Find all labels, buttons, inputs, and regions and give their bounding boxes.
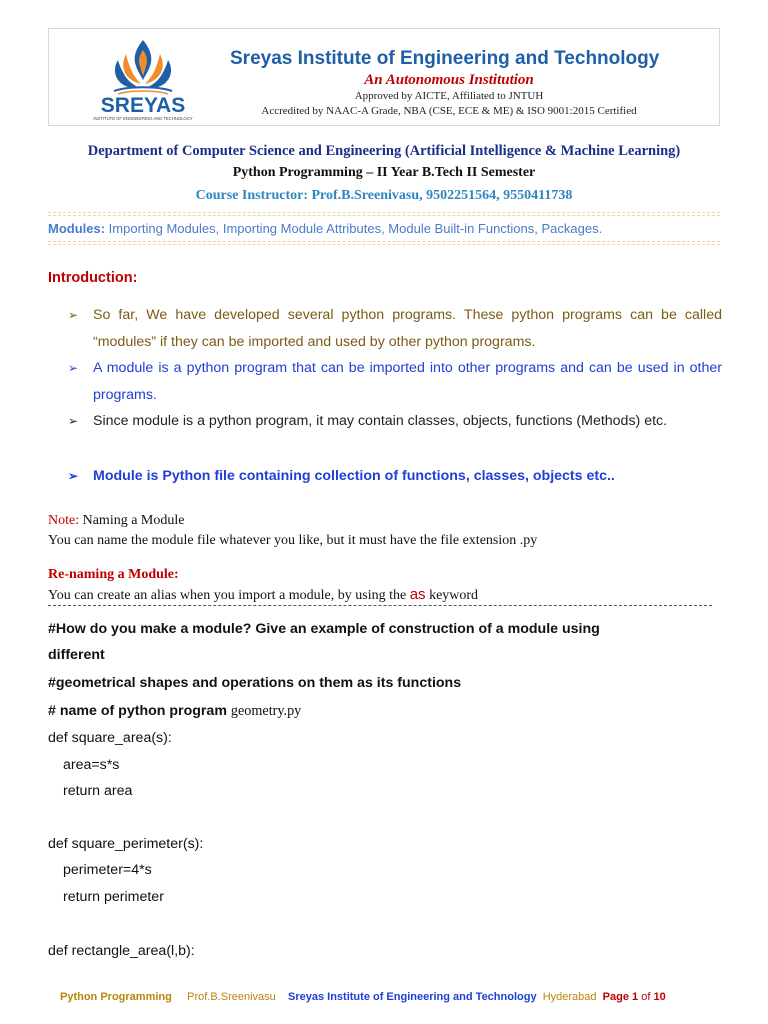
bullet-item: [68, 463, 722, 490]
code-line: def square_area(s):: [48, 730, 172, 746]
arrow-bullet-icon: ➢: [68, 469, 79, 483]
institution-name: Sreyas Institute of Engineering and Technology: [230, 48, 660, 69]
bullet-item: [68, 355, 722, 409]
bullet-text: Module is Python file containing collection of functions, classes, objects etc..: [93, 468, 615, 484]
page-footer: [60, 991, 666, 1003]
program-name-prefix: # name of python program: [48, 703, 231, 719]
arrow-bullet-icon: ➢: [68, 361, 79, 375]
department-title: Department of Computer Science and Engineering (Artificial Intelligence & Machine Learning): [87, 143, 681, 159]
rename-text: [48, 586, 478, 604]
footer-course: Python Programming: [60, 991, 172, 1003]
note-label: Note:: [48, 513, 80, 528]
course-title: Python Programming – II Year B.Tech II Semester: [232, 165, 536, 180]
arrow-bullet-icon: ➢: [68, 414, 79, 428]
bullet-item: [68, 302, 722, 356]
code-line: def rectangle_area(l,b):: [48, 943, 195, 959]
footer-page-number: 1: [632, 991, 639, 1003]
note-heading: [48, 513, 184, 529]
divider-top: [48, 212, 720, 214]
divider-bottom: [48, 241, 720, 243]
footer-city: Hyderabad: [542, 991, 597, 1003]
code-line: area=s*s: [63, 757, 120, 773]
modules-label: Modules:: [48, 221, 106, 236]
dashed-separator: [48, 605, 712, 607]
footer-instructor: Prof.B.Sreenivasu: [187, 991, 276, 1003]
rename-text-after: keyword: [425, 588, 479, 603]
course-instructor: Course Instructor: Prof.B.Sreenivasu, 9502251564, 9550411738: [195, 188, 573, 203]
code-line: return perimeter: [63, 889, 164, 905]
arrow-bullet-icon: ➢: [68, 308, 79, 322]
introduction-heading: Introduction:: [48, 270, 138, 286]
rename-text-before: You can create an alias when you import a module, by using the: [48, 588, 410, 603]
as-keyword: as: [409, 586, 426, 603]
logo-wordmark: SREYAS: [100, 94, 186, 117]
footer-institution: Sreyas Institute of Engineering and Technology: [288, 991, 537, 1003]
code-line: return area: [63, 783, 133, 799]
question-line: #geometrical shapes and operations on them as its functions: [48, 675, 462, 691]
program-file-name: geometry.py: [230, 703, 302, 719]
divider-bottom-2: [48, 244, 720, 246]
divider-top-2: [48, 215, 720, 217]
modules-topics: [48, 221, 602, 236]
modules-list: Importing Modules, Importing Module Attributes, Module Built-in Functions, Packages.: [105, 221, 603, 236]
logo-subtext: INSTITUTE OF ENGINEERING AND TECHNOLOGY: [93, 116, 193, 121]
note-text: You can name the module file whatever you like, but it must have the file extension .py: [48, 533, 538, 548]
bullet-text: A module is a python program that can be imported into other programs and can be used in other programs.: [93, 360, 722, 403]
footer-page-total: 10: [653, 991, 666, 1003]
program-name-line: [48, 703, 301, 720]
footer-page-label: Page: [602, 991, 629, 1003]
approved-line: Approved by AICTE, Affiliated to JNTUH: [354, 90, 544, 102]
autonomous-line: An Autonomous Institution: [364, 72, 534, 88]
code-line: perimeter=4*s: [63, 862, 152, 878]
footer-page-of: of: [641, 991, 651, 1003]
bullet-item: [68, 408, 722, 435]
bullet-text: Since module is a python program, it may contain classes, objects, functions (Methods) etc.: [93, 413, 668, 429]
code-line: def square_perimeter(s):: [48, 836, 204, 852]
rename-heading: Re-naming a Module:: [48, 567, 179, 582]
question-line: different: [48, 647, 105, 663]
bullet-text: So far, We have developed several python programs. These python programs can be called “modules” if they can be imported and used by other python programs.: [93, 307, 722, 350]
accreditation-line: Accredited by NAAC-A Grade, NBA (CSE, ECE & ME) & ISO 9001:2015 Certified: [261, 105, 637, 117]
question-line: #How do you make a module? Give an example of construction of a module using: [48, 621, 600, 637]
note-title: Naming a Module: [79, 513, 185, 528]
